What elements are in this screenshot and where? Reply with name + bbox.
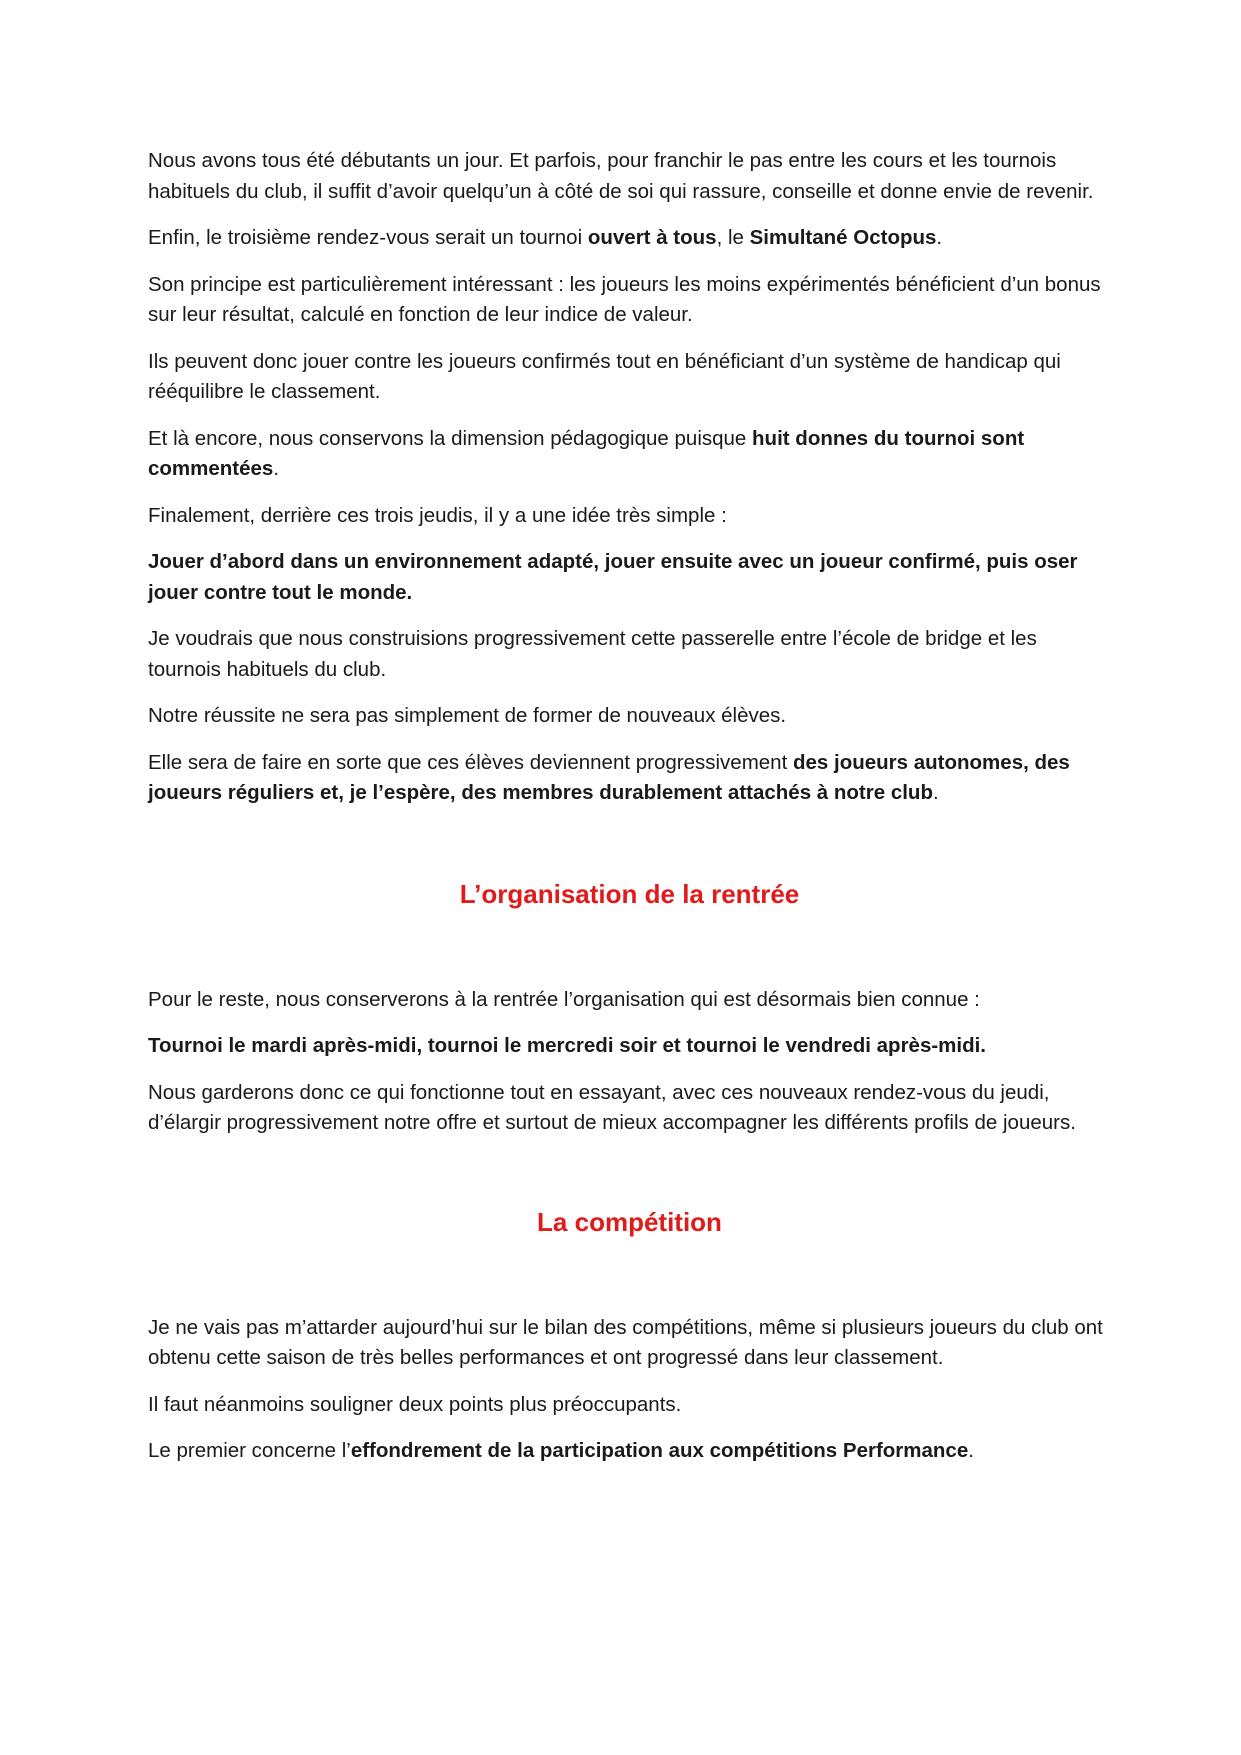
paragraph: Nous avons tous été débutants un jour. Et parfois, pour franchir le pas entre les cours et les tournois habituels du club, il suffit d’avoir quelqu’un à côté de soi qui rassure, conseille et donne envie de revenir. — [148, 149, 1094, 203]
bold-paragraph: Jouer d’abord dans un environnement adapté, jouer ensuite avec un joueur confirmé, puis oser jouer contre tout le monde. — [148, 550, 1078, 604]
paragraph: Ils peuvent donc jouer contre les joueurs confirmés tout en bénéficiant d’un système de handicap qui rééquilibre le classement. — [148, 349, 1061, 403]
bold-paragraph: Tournoi le mardi après-midi, tournoi le mercredi soir et tournoi le vendredi après-midi. — [148, 1034, 987, 1057]
paragraph: Le premier concerne l’effondrement de la participation aux compétitions Performance. — [148, 1439, 974, 1462]
paragraph: Nous garderons donc ce qui fonctionne tout en essayant, avec ces nouveaux rendez-vous du jeudi, d’élargir progressivement notre offre et surtout de mieux accompagner les différents profils de joueurs. — [148, 1080, 1076, 1134]
paragraph: Il faut néanmoins souligner deux points plus préoccupants. — [148, 1392, 682, 1416]
paragraph: Finalement, derrière ces trois jeudis, il y a une idée très simple : — [148, 503, 727, 527]
paragraph: Je voudrais que nous construisions progressivement cette passerelle entre l’école de bridge et les tournois habituels du club. — [148, 627, 1037, 681]
paragraph: Elle sera de faire en sorte que ces élèves deviennent progressivement des joueurs autonomes, des joueurs réguliers et, je l’espère, des membres durablement attachés à notre club. — [148, 750, 1070, 804]
paragraph: Et là encore, nous conservons la dimension pédagogique puisque huit donnes du tournoi sont commentées. — [148, 426, 1025, 480]
paragraph: Son principe est particulièrement intéressant : les joueurs les moins expérimentés bénéficient d’un bonus sur leur résultat, calculé en fonction de leur indice de valeur. — [148, 272, 1101, 326]
paragraph: Enfin, le troisième rendez-vous serait un tournoi ouvert à tous, le Simultané Octopus. — [148, 226, 943, 249]
section-heading-organisation: L’organisation de la rentrée — [459, 878, 800, 909]
paragraph: Je ne vais pas m’attarder aujourd’hui sur le bilan des compétitions, même si plusieurs joueurs du club ont obtenu cette saison de très belles performances et ont progressé dans leur classement. — [148, 1315, 1103, 1369]
section-heading-competition: La compétition — [537, 1206, 722, 1237]
paragraph: Notre réussite ne sera pas simplement de former de nouveaux élèves. — [148, 704, 787, 727]
paragraph: Pour le reste, nous conserverons à la rentrée l’organisation qui est désormais bien connue : — [148, 987, 980, 1011]
